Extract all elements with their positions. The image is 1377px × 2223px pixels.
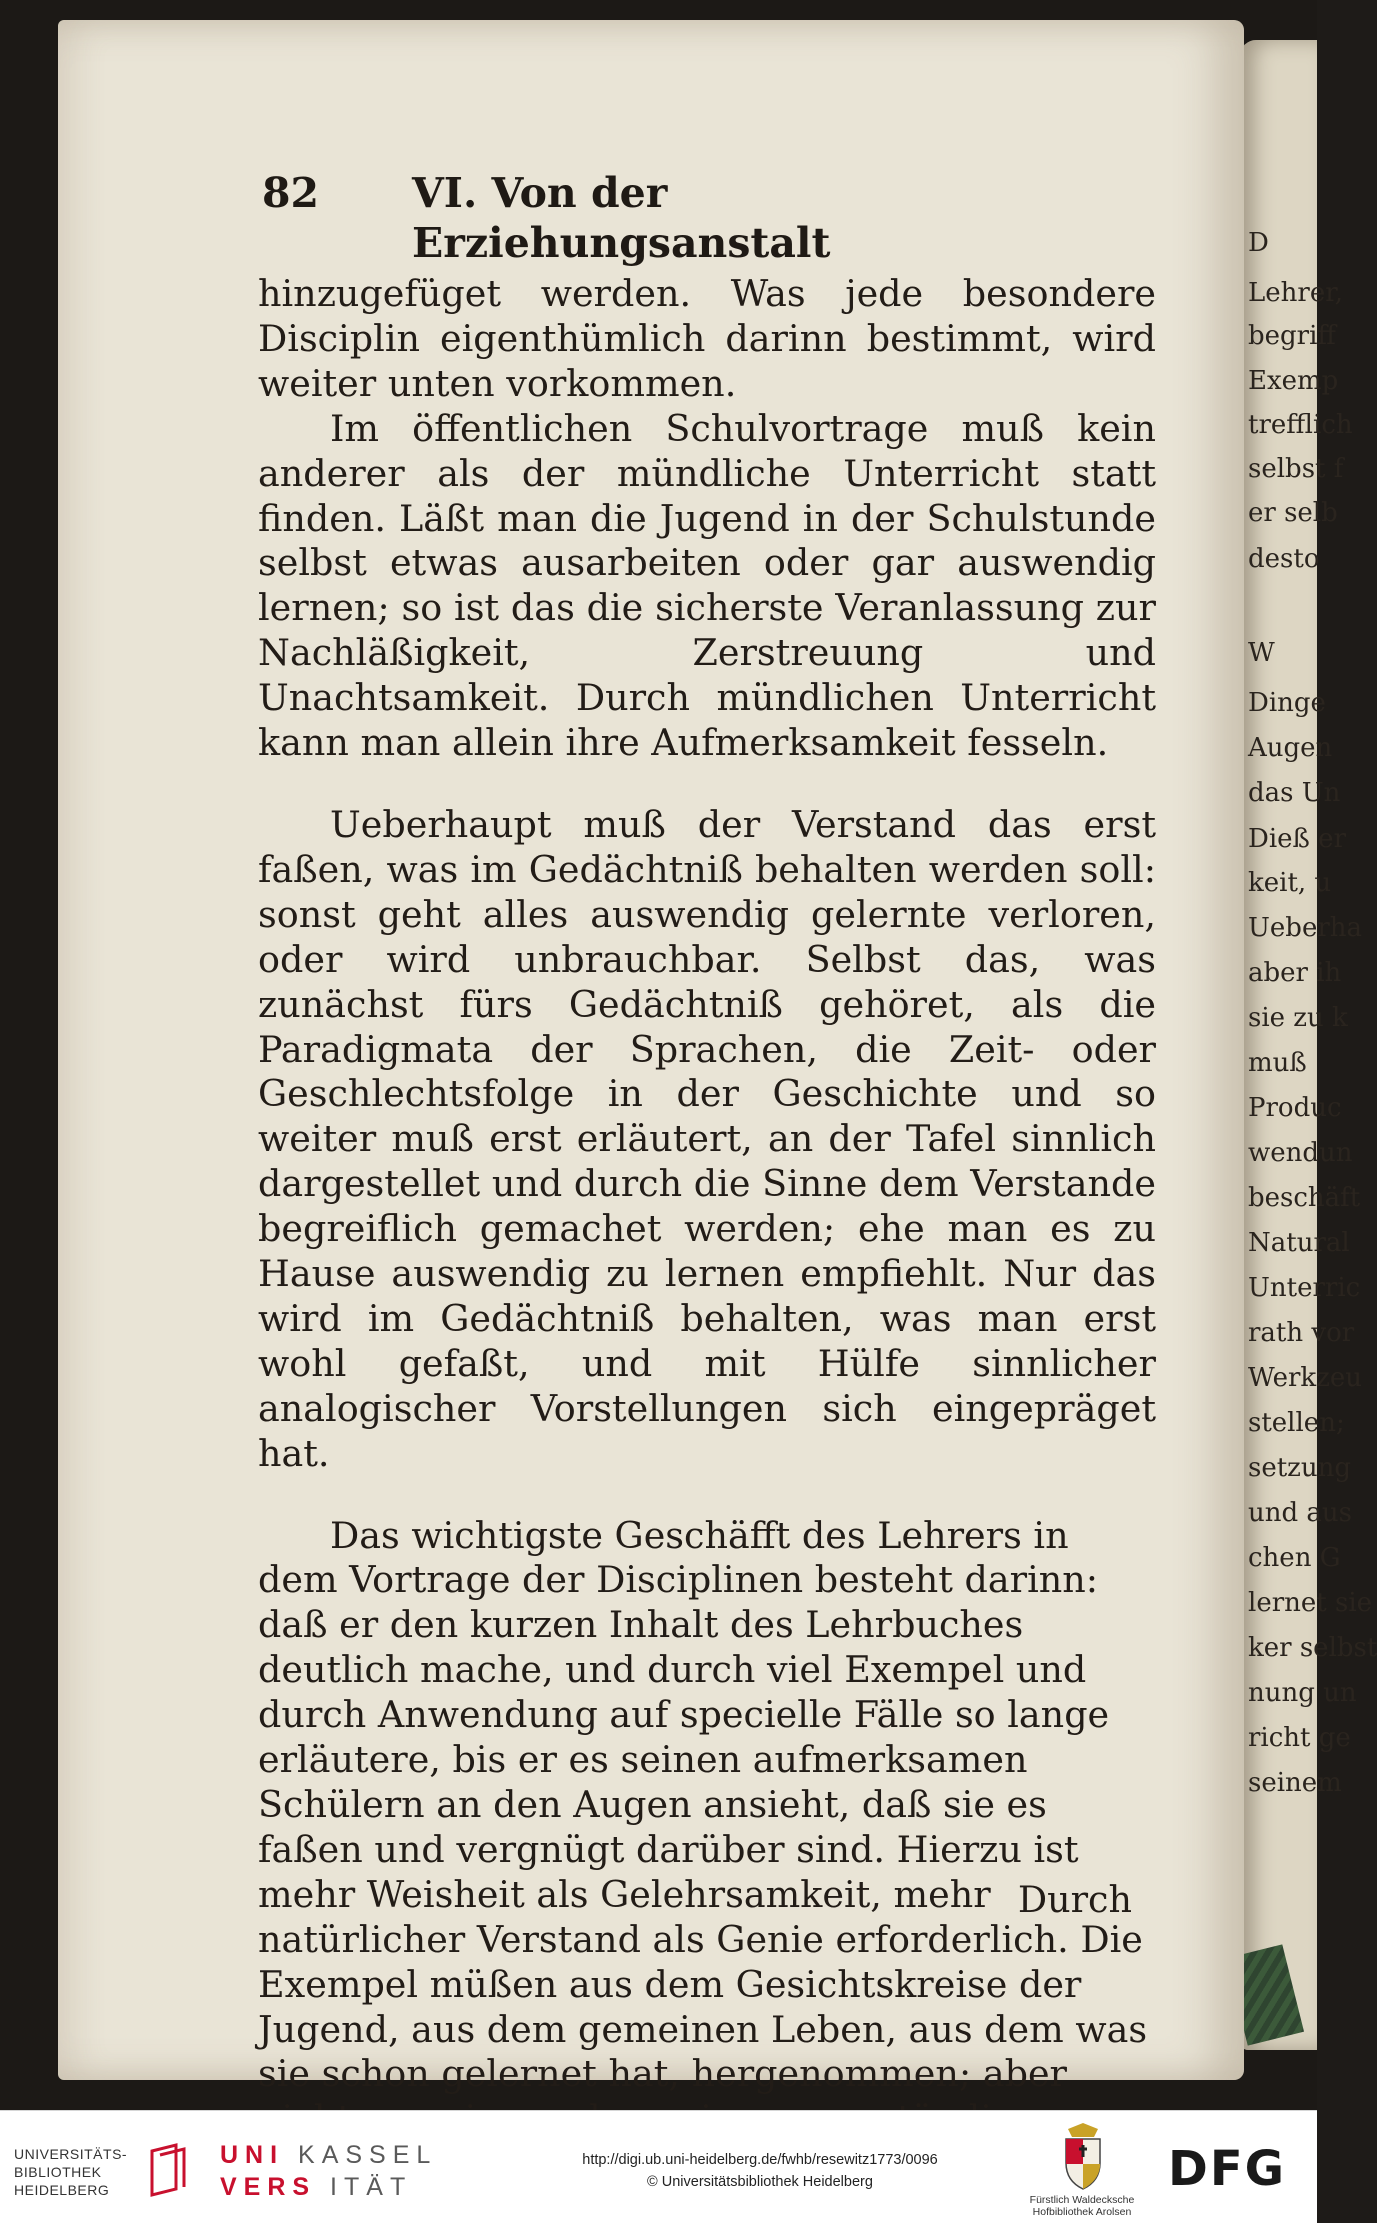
next-page-fragment: und aus <box>1248 1498 1352 1528</box>
next-page-fragment: setzung <box>1248 1453 1352 1483</box>
next-page-fragment: aber ih <box>1248 958 1342 988</box>
next-page-fragment: W <box>1248 638 1275 668</box>
source-url[interactable]: http://digi.ub.uni-heidelberg.de/fwhb/resewitz1773/0096 <box>582 2152 938 2168</box>
next-page-fragment: beschäft <box>1248 1183 1361 1213</box>
source-info <box>520 2149 1000 2193</box>
next-page-fragment: trefflich <box>1248 410 1353 440</box>
copyright-text: © Universitätsbibliothek Heidelberg <box>647 2174 873 2190</box>
dfg-logo: DFG <box>1168 2141 1287 2197</box>
next-page-fragment: richt ge <box>1248 1723 1351 1753</box>
waldeck-crest-icon <box>1060 2123 1106 2193</box>
next-page-fragment: muß <box>1248 1048 1307 1078</box>
running-header <box>262 168 982 267</box>
next-page-fragment: Dinge <box>1248 688 1326 718</box>
library-name: UNIVERSITÄTS- BIBLIOTHEK HEIDELBERG <box>14 2146 128 2198</box>
paragraph-2: Im öffentlichen Schulvortrage muß kein anderer als der mündliche Unterricht statt finden. Läßt man die Jugend in der Schulstunde selbst etwas ausarbeiten oder gar auswendig lernen; so ist das die sicherste Veranlassung zur Nachläßigkeit, Zerstreuung und Unachtsamkeit. Durch mündlichen Unterricht kann man allein ihre Aufmerksamkeit fesseln. <box>258 406 1156 765</box>
next-page-fragment: Ueberha <box>1248 913 1363 943</box>
next-page-fragment: wendun <box>1248 1138 1353 1168</box>
next-page-fragment: Unterric <box>1248 1273 1361 1303</box>
next-page-fragment: Dieß er <box>1248 824 1346 854</box>
next-page-fragment: sie zu k <box>1248 1003 1348 1033</box>
next-page-fragment: Exemp <box>1248 366 1339 396</box>
next-page-fragment: begriff <box>1248 321 1336 351</box>
next-page-fragment: das Un <box>1248 778 1341 808</box>
next-page-edge <box>1240 40 1377 2050</box>
next-page-fragment: ker selbst <box>1248 1633 1377 1663</box>
paragraph-3: Ueberhaupt muß der Verstand das erst faßen, was im Gedächtniß behalten werden soll: sonst geht alles auswendig gelernte verloren, oder wird unbrauchbar. Selbst das, was zunächst fürs Gedächtniß gehöret, als die Paradigmata der Sprachen, die Zeit- oder Geschlechtsfolge in der Geschichte und so weiter muß erst erläutert, an der Tafel sinnlich dargestellet und durch die Sinne dem Verstande begreiflich gemachet werden; ehe man es zu Hause auswendig zu lernen empfiehlt. Nur das wird im Gedächtniß behalten, was man erst wohl gefaßt, und mit Hülfe sinnlicher analogischer Vorstellungen sich eingepräget hat. <box>258 802 1156 1475</box>
next-page-fragment: Werkzeu <box>1248 1363 1363 1393</box>
page-number: 82 <box>262 169 320 217</box>
next-page-fragment: seinem <box>1248 1768 1342 1798</box>
next-page-fragment: Produc <box>1248 1093 1342 1123</box>
next-page-fragment: Natural <box>1248 1228 1350 1258</box>
next-page-fragment: nung un <box>1248 1678 1357 1708</box>
next-page-fragment: lernet sie <box>1248 1588 1373 1618</box>
heidelberg-logo-icon <box>146 2141 190 2197</box>
next-page-fragment: er selb <box>1248 498 1338 528</box>
hofbibliothek-label: Fürstlich Waldecksche Hofbibliothek Arolsen <box>1029 2194 1135 2218</box>
next-page-fragment: desto <box>1248 544 1320 574</box>
next-page-fragment: selbst f <box>1248 454 1344 484</box>
next-page-fragment: keit, u <box>1248 868 1332 898</box>
running-title: VI. Von der Erziehungsanstalt <box>412 169 831 267</box>
paragraph-1: hinzugefüget werden. Was jede besondere Disciplin eigenthümlich darinn bestimmt, wird weiter unten vorkommen. <box>258 272 1156 405</box>
next-page-fragment: rath vor <box>1248 1318 1355 1348</box>
next-page-fragment: stellen; <box>1248 1408 1345 1438</box>
next-page-fragment: D <box>1248 228 1269 258</box>
body-text <box>258 272 1156 2142</box>
uni-kassel-logo: UNI KASSEL VERS ITÄT <box>220 2141 438 2201</box>
catchword: Durch <box>1017 1878 1132 1921</box>
next-page-fragment: chen G <box>1248 1543 1341 1573</box>
next-page-fragment: Lehrer, <box>1248 278 1344 308</box>
next-page-fragment: Augen <box>1248 733 1333 763</box>
paragraph-4: Das wichtigste Geschäfft des Lehrers in dem Vortrage der Disciplinen besteht darinn: daß er den kurzen Inhalt des Lehrbuches deutlich mache, und durch viel Exempel und durch Anwendung auf specielle Fälle so lange erläutere, bis er es seinen aufmerksamen Schülern an den Augen ansieht, daß sie es faßen und vergnügt darüber sind. Hierzu ist mehr Weisheit als Gelehrsamkeit, mehr natürlicher Verstand als Genie erforderlich. Die Exempel müßen aus dem Gesichtskreise der Jugend, aus dem gemeinen Leben, aus dem was sie schon gelernet hat, hergenommen; aber <box>258 1513 1148 2096</box>
footer-bar <box>0 2110 1317 2223</box>
